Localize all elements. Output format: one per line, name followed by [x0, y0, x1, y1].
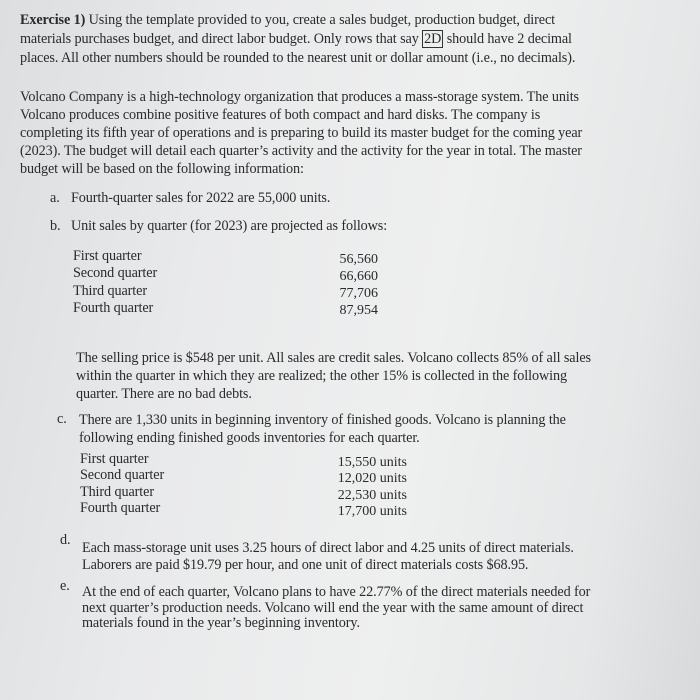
quarter-value: 56,560 — [339, 252, 378, 267]
paragraph-line: Volcano Company is a high-technology organization that produces a mass-storage system. The units — [20, 89, 579, 105]
instruction-text: materials purchases budget, and direct labor budget. Only rows that say — [20, 31, 423, 47]
instruction-line-3: places. All other numbers should be rounded to the nearest unit or dollar amount (i.e., no decimals). — [20, 50, 576, 66]
quarter-value: 12,020 units — [337, 471, 407, 486]
paragraph-line: completing its fifth year of operations and is preparing to build its master budget for the coming year — [20, 125, 583, 141]
item-marker: b. — [50, 218, 61, 234]
item-text: materials found in the year’s beginning inventory. — [82, 615, 360, 631]
quarter-value: 22,530 units — [337, 488, 407, 503]
item-marker: a. — [50, 190, 60, 206]
quarter-label: Fourth quarter — [80, 500, 161, 516]
item-text: Laborers are paid $19.79 per hour, and one unit of direct materials costs $68.95. — [82, 557, 529, 573]
item-marker: c. — [57, 411, 67, 427]
item-text: There are 1,330 units in beginning inventory of finished goods. Volcano is planning the — [79, 412, 566, 428]
quarter-label: Second quarter — [80, 467, 165, 483]
item-text: following ending finished goods inventories for each quarter. — [79, 430, 420, 446]
quarter-value: 17,700 units — [337, 504, 407, 519]
quarter-value: 66,660 — [339, 269, 378, 284]
paragraph-line: Volcano produces combine positive features of both compact and hard disks. The company is — [20, 107, 541, 123]
quarter-value: 87,954 — [339, 303, 378, 318]
paragraph-line: budget will be based on the following information: — [20, 161, 304, 177]
2d-marker: 2D — [424, 31, 442, 47]
quarter-label: First quarter — [73, 248, 142, 264]
item-text: At the end of each quarter, Volcano plans to have 22.77% of the direct materials needed for — [82, 584, 591, 600]
item-text: Fourth-quarter sales for 2022 are 55,000 units. — [71, 190, 331, 206]
quarter-label: Third quarter — [80, 484, 154, 500]
item-marker: d. — [60, 532, 71, 548]
quarter-label: Second quarter — [73, 265, 158, 281]
quarter-label: First quarter — [80, 451, 149, 467]
exercise-label: Exercise 1) — [20, 12, 86, 28]
quarter-label: Third quarter — [73, 283, 147, 299]
note-line: quarter. There are no bad debts. — [76, 386, 252, 402]
instruction-text: Using the template provided to you, create a sales budget, production budget, direct — [85, 12, 556, 28]
item-marker: e. — [60, 578, 70, 594]
instruction-line-2 — [20, 31, 572, 47]
quarter-value: 15,550 units — [337, 455, 407, 470]
paragraph-line: (2023). The budget will detail each quarter’s activity and the activity for the year in total. The master — [20, 143, 582, 159]
instruction-line-1 — [20, 12, 555, 28]
quarter-label: Fourth quarter — [73, 300, 154, 316]
quarter-value: 77,706 — [339, 286, 378, 301]
instruction-text: should have 2 decimal — [443, 31, 572, 47]
item-text: next quarter’s production needs. Volcano will end the year with the same amount of direct — [82, 600, 584, 616]
item-text: Unit sales by quarter (for 2023) are projected as follows: — [71, 218, 388, 234]
note-line: within the quarter in which they are realized; the other 15% is collected in the following — [76, 368, 567, 384]
item-text: Each mass-storage unit uses 3.25 hours of direct labor and 4.25 units of direct materials. — [82, 540, 574, 556]
note-line: The selling price is $548 per unit. All sales are credit sales. Volcano collects 85% of all sales — [76, 350, 591, 366]
